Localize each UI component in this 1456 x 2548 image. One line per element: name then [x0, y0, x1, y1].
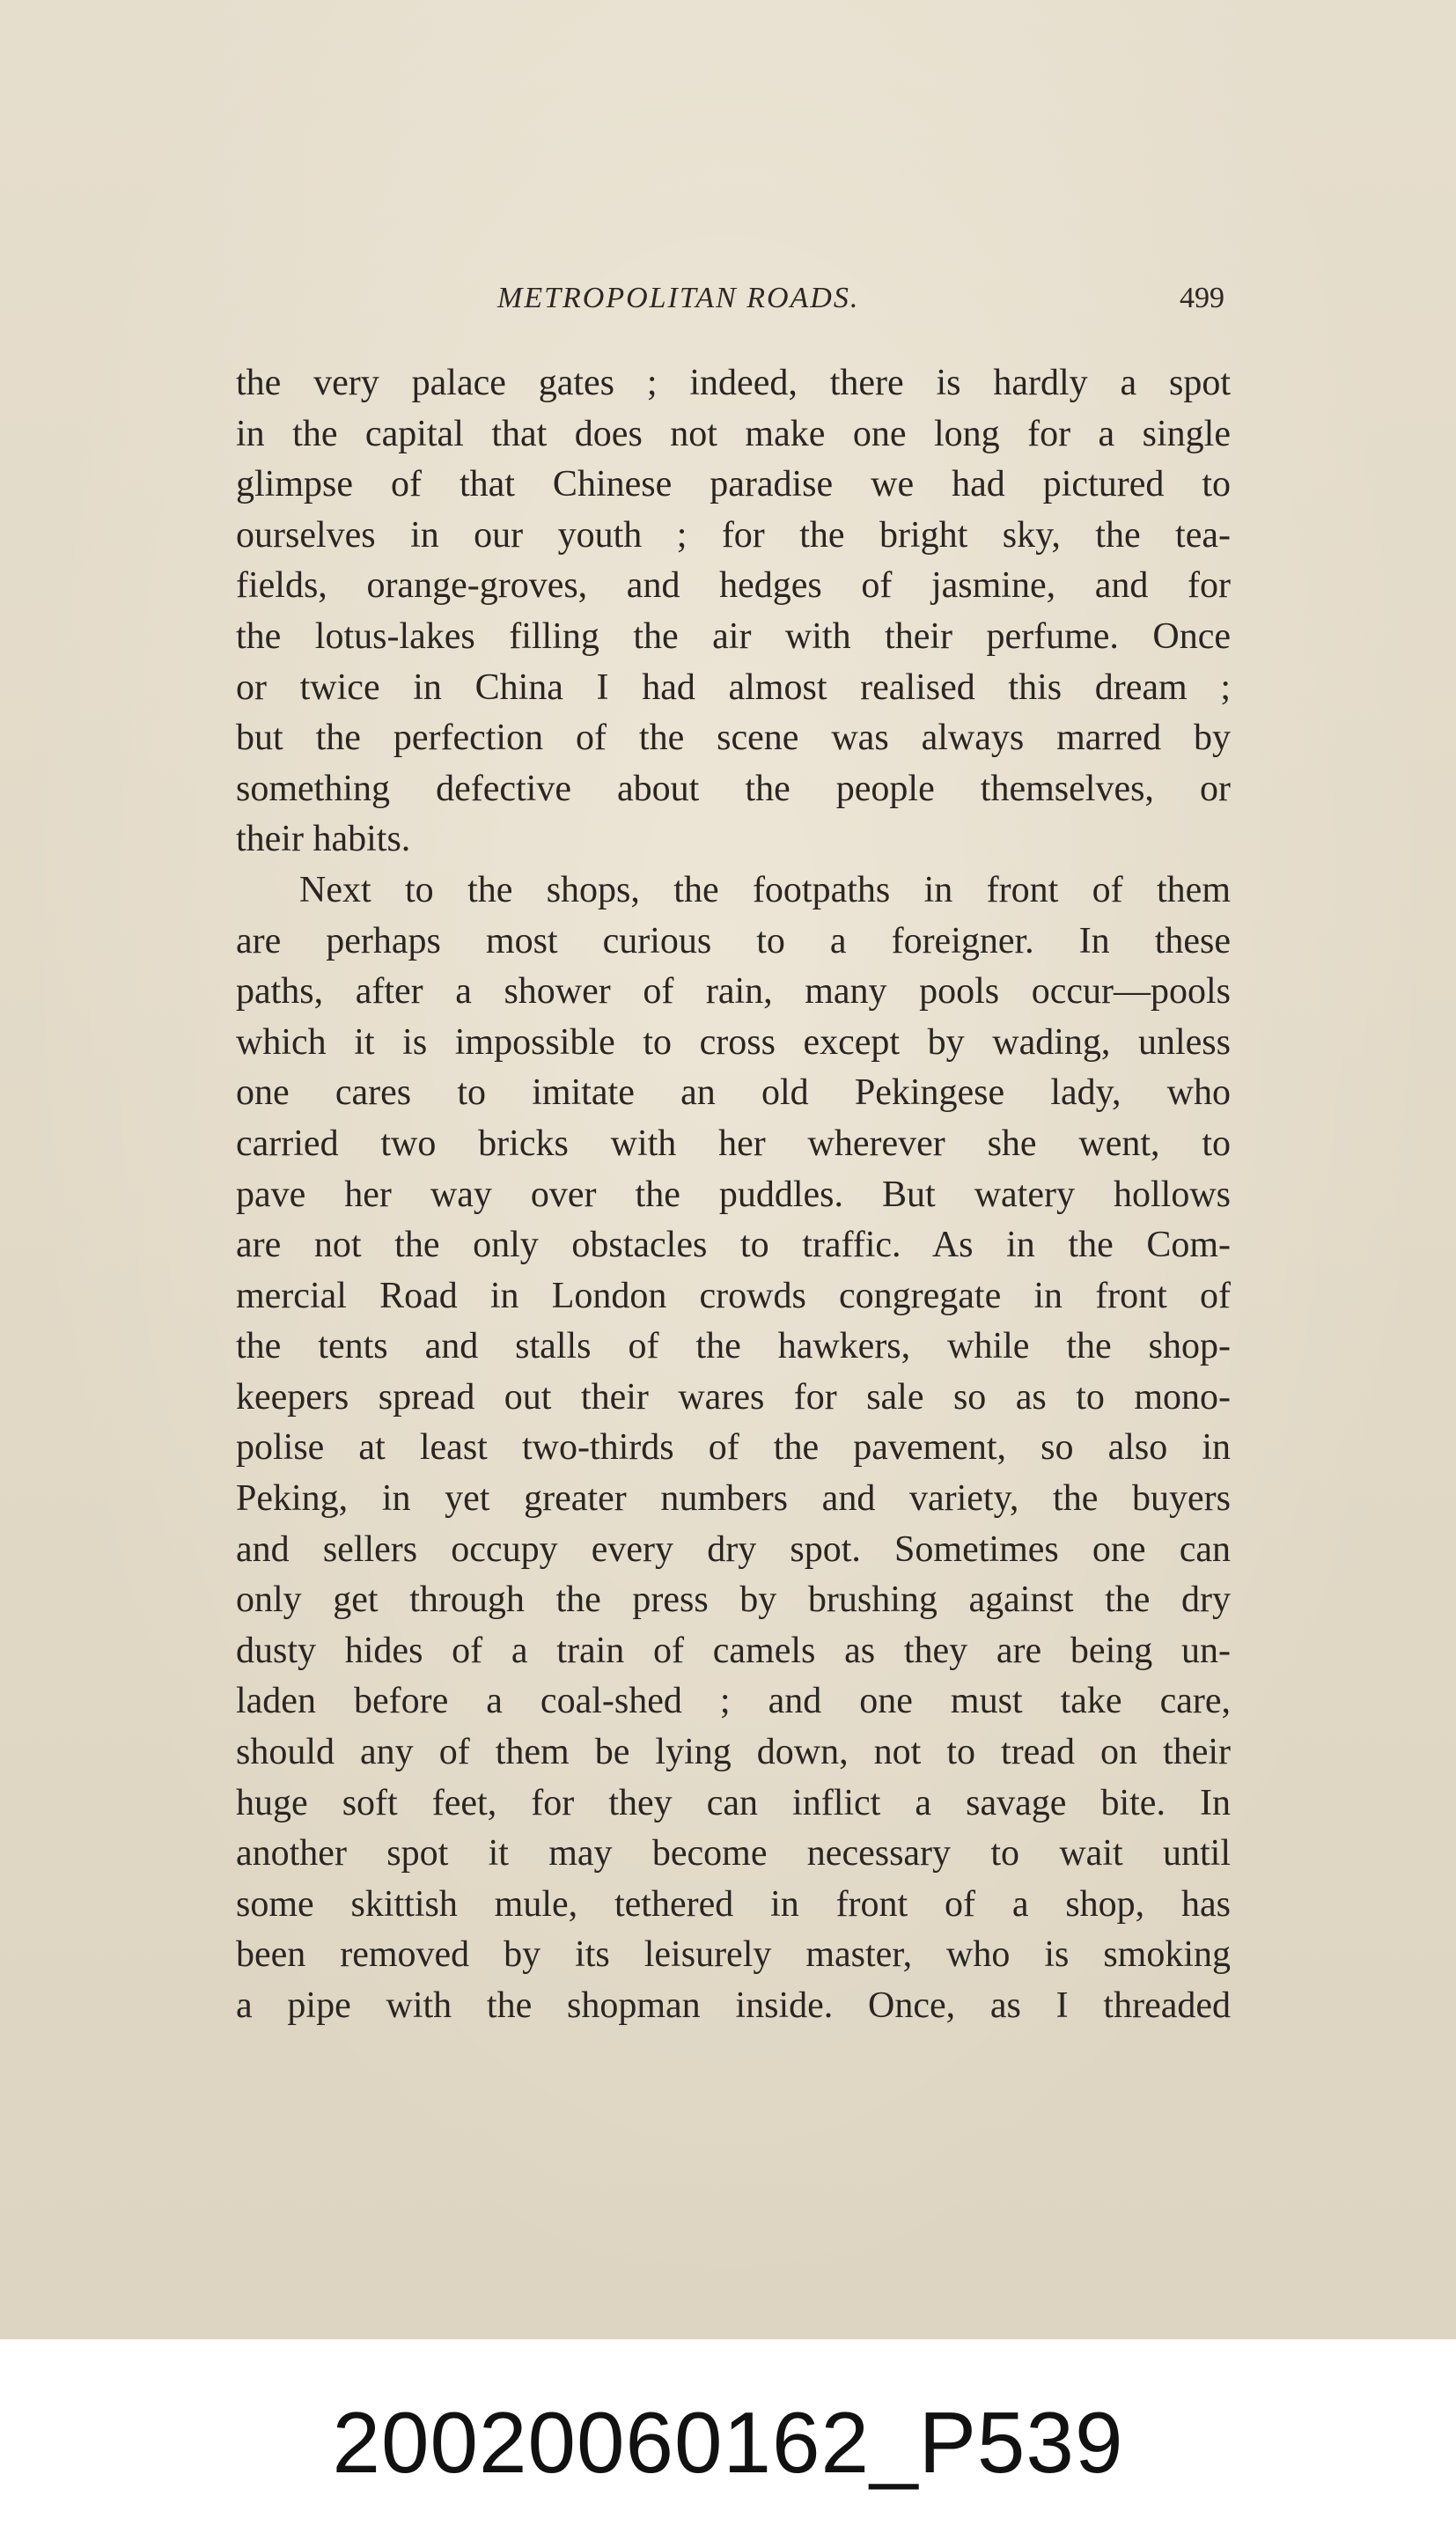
text-line: should any of them be lying down, not to tread on their [236, 1732, 1231, 1773]
text-line: but the perfection of the scene was always marred by [236, 718, 1231, 759]
text-line: dusty hides of a train of camels as they are being un- [236, 1630, 1231, 1671]
text-line: the very palace gates ; indeed, there is hardly a spot [236, 363, 1231, 403]
text-line: ourselves in our youth ; for the bright sky, the tea- [236, 514, 1231, 556]
body-text [236, 358, 1231, 2032]
text-line: keepers spread out their wares for sale so as to mono- [236, 1376, 1231, 1418]
text-line: the tents and stalls of the hawkers, while the shop- [236, 1326, 1231, 1367]
running-head-title: METROPOLITAN ROADS. [497, 282, 860, 314]
running-head [0, 282, 1456, 326]
page-number: 499 [1180, 282, 1224, 314]
text-line: mercial Road in London crowds congregate in front of [236, 1275, 1231, 1316]
text-line: pave her way over the puddles. But watery hollows [236, 1174, 1231, 1215]
text-line: or twice in China I had almost realised this dream ; [236, 666, 1231, 708]
text-line: paths, after a shower of rain, many pools occur—pools [236, 971, 1231, 1013]
text-line: one cares to imitate an old Pekingese lady, who [236, 1072, 1231, 1114]
text-line: and sellers occupy every dry spot. Sometimes one can [236, 1528, 1231, 1570]
text-line: in the capital that does not make one long for a single [236, 413, 1231, 454]
text-line: another spot it may become necessary to wait until [236, 1833, 1231, 1874]
text-line: some skittish mule, tethered in front of a shop, has [236, 1883, 1231, 1925]
text-line: been removed by its leisurely master, who is smoking [236, 1934, 1231, 1976]
text-line: something defective about the people themselves, or [236, 768, 1231, 809]
text-line: which it is impossible to cross except by wading, unless [236, 1021, 1231, 1063]
text-line: Next to the shops, the footpaths in front of them [299, 869, 1231, 910]
text-line: huge soft feet, for they can inflict a savage bite. In [236, 1782, 1231, 1823]
text-line: polise at least two-thirds of the pavement, so also in [236, 1427, 1231, 1469]
text-line: laden before a coal-shed ; and one must take care, [236, 1681, 1231, 1722]
text-line: a pipe with the shopman inside. Once, as I threaded [236, 1985, 1231, 2026]
text-line: carried two bricks with her wherever she went, to [236, 1123, 1231, 1164]
text-line: glimpse of that Chinese paradise we had pictured to [236, 464, 1231, 505]
text-line: only get through the press by brushing against the dry [236, 1580, 1231, 1621]
text-line: fields, orange-groves, and hedges of jasmine, and for [236, 565, 1231, 607]
text-line: Peking, in yet greater numbers and variety, the buyers [236, 1478, 1231, 1520]
scan-id-label: 20020060162_P539 [332, 2394, 1124, 2491]
text-line: are perhaps most curious to a foreigner. In these [236, 920, 1231, 961]
text-line: the lotus-lakes filling the air with their perfume. Once [236, 615, 1231, 657]
text-line: their habits. [236, 819, 411, 860]
text-line: are not the only obstacles to traffic. As in the Com- [236, 1225, 1231, 1266]
